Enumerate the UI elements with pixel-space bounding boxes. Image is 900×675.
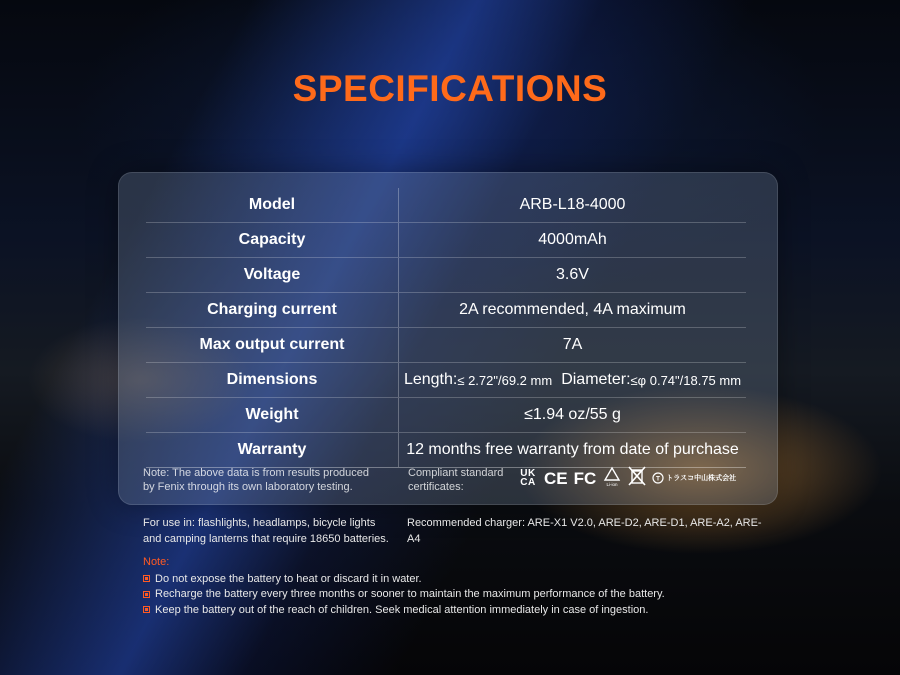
bullet-square-icon	[143, 575, 150, 582]
spec-label: Capacity	[146, 223, 399, 257]
bullet-square-icon	[143, 606, 150, 613]
spec-value: ≤1.94 oz/55 g	[524, 406, 621, 423]
panel-note: Note: The above data is from results produced by Fenix through its own laboratory testing.	[143, 467, 370, 493]
length-value: ≤ 2.72"/69.2 mm	[457, 372, 553, 388]
trusco-logo-icon: T トラスコ中山株式会社	[652, 472, 736, 484]
spec-label: Model	[146, 188, 399, 222]
spec-label: Voltage	[146, 258, 399, 292]
spec-label: Dimensions	[146, 363, 399, 397]
notes-title: Note:	[143, 556, 170, 568]
notes-list	[143, 571, 665, 618]
spec-table	[146, 188, 746, 468]
spec-row-charging-current	[146, 293, 746, 328]
bullet-square-icon	[143, 591, 150, 598]
weee-bin-icon	[628, 465, 646, 492]
page-title: SPECIFICATIONS	[292, 68, 608, 109]
spec-row-dimensions	[146, 363, 746, 398]
svg-text:Li-ion: Li-ion	[606, 481, 618, 487]
spec-value: 4000mAh	[538, 231, 607, 248]
spec-row-capacity	[146, 223, 746, 258]
length-label: Length:	[403, 371, 458, 388]
svg-text:T: T	[656, 475, 661, 483]
note-item-text: Recharge the battery every three months or sooner to maintain the maximum performance of the battery.	[155, 588, 665, 601]
spec-value	[399, 363, 746, 397]
spec-label: Charging current	[146, 293, 399, 327]
spec-value: ARB-L18-4000	[519, 196, 626, 213]
spec-row-warranty	[146, 433, 746, 468]
note-item	[143, 571, 665, 587]
spec-label: Weight	[146, 398, 399, 432]
fcc-mark-icon: FC	[573, 468, 597, 488]
note-item-text: Do not expose the battery to heat or discard it in water.	[155, 572, 422, 585]
ukca-mark-icon: UK CA	[520, 468, 536, 488]
recycle-icon	[602, 465, 622, 492]
spec-label: Max output current	[146, 328, 399, 362]
spec-value: 2A recommended, 4A maximum	[459, 301, 686, 318]
diameter-value: ≤φ 0.74"/18.75 mm	[630, 372, 742, 388]
spec-row-max-output-current	[146, 328, 746, 363]
recommended-charger-text: Recommended charger: ARE-X1 V2.0, ARE-D2, ARE-D1, ARE-A2, ARE-A4	[407, 517, 762, 545]
note-item	[143, 587, 665, 603]
spec-label: Warranty	[146, 433, 399, 467]
note-item-text: Keep the battery out of the reach of children. Seek medical attention immediately in case of ingestion.	[155, 603, 649, 616]
certificate-marks	[518, 466, 736, 490]
diameter-label: Diameter:	[561, 371, 631, 388]
note-item	[143, 602, 665, 618]
spec-value: 3.6V	[556, 266, 589, 283]
ce-mark-icon: CE	[544, 468, 568, 488]
certificates-label: Compliant standard certificates:	[408, 467, 504, 493]
use-in-text: For use in: flashlights, headlamps, bicycle lights and camping lanterns that require 18650 batteries.	[143, 517, 389, 545]
spec-row-voltage	[146, 258, 746, 293]
spec-row-model	[146, 188, 746, 223]
spec-value: 7A	[562, 336, 583, 353]
spec-row-weight	[146, 398, 746, 433]
spec-value: 12 months free warranty from date of purchase	[406, 441, 739, 458]
